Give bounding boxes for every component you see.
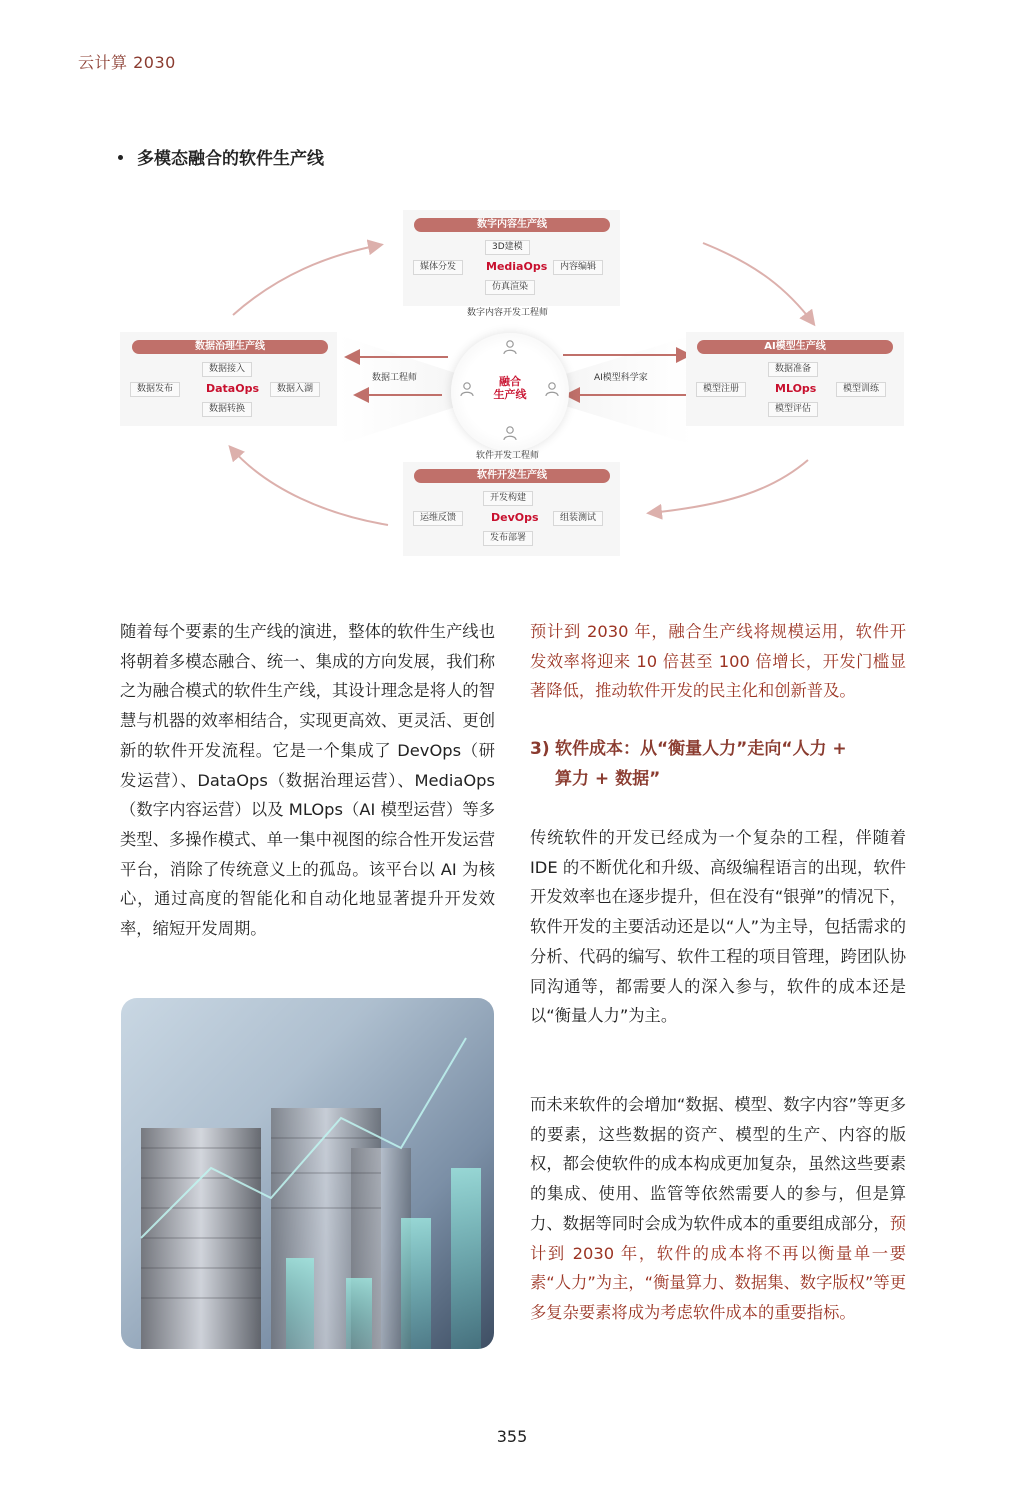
- coin-stacks-photo: [121, 998, 494, 1349]
- production-line-box-right: [686, 332, 904, 426]
- production-line-box-top: [403, 210, 620, 306]
- person-icon: [502, 339, 518, 355]
- role-left: 数据工程师: [372, 373, 418, 383]
- left-paragraph: 随着每个要素的生产线的演进，整体的软件生产线也将朝着多模态融合、统一、集成的方向发展，我们称之为融合模式的软件生产线，其设计理念是将人的智慧与机器的效率相结合，实现更高效、更灵活、更创新的软件开发流程。它是一个集成了 DevOps（研发运营）、DataOps（数据治理运营）、MediaOps（数字内容运营）以及 MLOps（AI 模型运营）等多类型、多操作模式、单一集中视图的综合性开发运营平台，消除了传统意义上的孤岛。该平台以 AI 为核心，通过高度的智能化和自动化地显著提升开发效率，缩短开发周期。: [120, 622, 495, 939]
- person-icon: [502, 425, 518, 441]
- bullet-heading: [118, 144, 324, 169]
- node-left-up: 数据接入: [202, 362, 252, 377]
- right-paragraph-2-highlight: 预计到 2030 年，软件的成本将不再以衡量单一要素“人力”为主，“衡量算力、数据集、数字版权”等更多复杂要素将成为考虑软件成本的重要指标。: [530, 1213, 906, 1322]
- right-highlight-intro: 预计到 2030 年，融合生产线将规模运用，软件开发效率将迎来 10 倍甚至 100 倍增长，开发门槛显著降低，推动软件开发的民主化和创新普及。: [530, 622, 906, 701]
- line-title-right: AI模型生产线: [697, 340, 893, 354]
- node-top-right: 内容编辑: [553, 260, 603, 275]
- node-bottom-down: 发布部署: [483, 531, 533, 546]
- ops-top: MediaOps: [486, 260, 548, 273]
- ops-left: DataOps: [206, 382, 260, 395]
- subsection-title-line2: 算力 + 数据”: [555, 769, 661, 789]
- fusion-hub: [451, 333, 569, 451]
- node-right-up: 数据准备: [768, 362, 818, 377]
- right-paragraph-2-plain: 而未来软件的会增加“数据、模型、数字内容”等更多的要素，这些数据的资产、模型的生产、内容的版权，都会使软件的成本构成更加复杂，虽然这些要素的集成、使用、监管等依然需要人的参与，但是算力、数据等同时会成为软件成本的重要组成部分，: [530, 1095, 906, 1233]
- node-left-down: 数据转换: [202, 402, 252, 417]
- ops-right: MLOps: [775, 382, 817, 395]
- subsection-heading: [530, 734, 910, 794]
- role-bottom: 软件开发工程师: [476, 451, 540, 461]
- role-right: AI模型科学家: [594, 373, 648, 383]
- node-bottom-up: 开发构建: [483, 491, 533, 506]
- line-title-bottom: 软件开发生产线: [414, 469, 610, 483]
- hub-label-line1: 融合: [499, 375, 521, 388]
- subsection-number: 3): [530, 739, 550, 759]
- node-right-right: 模型训练: [836, 382, 886, 397]
- production-line-box-left: [120, 332, 337, 426]
- node-left-left: 数据发布: [130, 382, 180, 397]
- node-bottom-left: 运维反馈: [413, 511, 463, 526]
- node-bottom-right: 组装测试: [553, 511, 603, 526]
- curve-arrow-topright: [703, 243, 813, 323]
- node-left-right: 数据入湖: [270, 382, 320, 397]
- curve-arrow-topleft: [233, 245, 380, 315]
- photo-illustration: [121, 998, 494, 1349]
- line-title-left: 数据治理生产线: [132, 340, 328, 354]
- production-line-box-bottom: [403, 462, 620, 556]
- node-top-down: 仿真渲染: [485, 280, 535, 295]
- right-paragraph-1: 传统软件的开发已经成为一个复杂的工程，伴随着 IDE 的不断优化和升级、高级编程语言的出现，软件开发效率也在逐步提升，但在没有“银弹”的情况下，软件开发的主要活动还是以“人”为主导，包括需求的分析、代码的编写、软件工程的项目管理，跨团队协同沟通等，都需要人的深入参与，软件的成本还是以“衡量人力”为主。: [530, 828, 906, 1026]
- curve-arrow-bottomright: [650, 460, 808, 513]
- ops-bottom: DevOps: [491, 511, 539, 524]
- page-number: 355: [496, 1427, 528, 1446]
- node-right-down: 模型评估: [768, 402, 818, 417]
- bullet-heading-text: 多模态融合的软件生产线: [137, 149, 324, 169]
- running-header: 云计算 2030: [78, 53, 176, 72]
- node-top-up: 3D建模: [485, 240, 530, 255]
- node-top-left: 媒体分发: [413, 260, 463, 275]
- role-top: 数字内容开发工程师: [467, 308, 549, 318]
- curve-arrow-bottomleft: [231, 448, 388, 525]
- node-right-left: 模型注册: [696, 382, 746, 397]
- right-paragraph-2: [530, 1090, 906, 1328]
- bullet-dot-icon: [118, 155, 123, 160]
- fusion-production-line-diagram: [118, 205, 908, 560]
- hub-label-line2: 生产线: [493, 388, 527, 401]
- subsection-title-line1: 软件成本：从“衡量人力”走向“人力 +: [555, 739, 847, 759]
- line-title-top: 数字内容生产线: [414, 218, 610, 232]
